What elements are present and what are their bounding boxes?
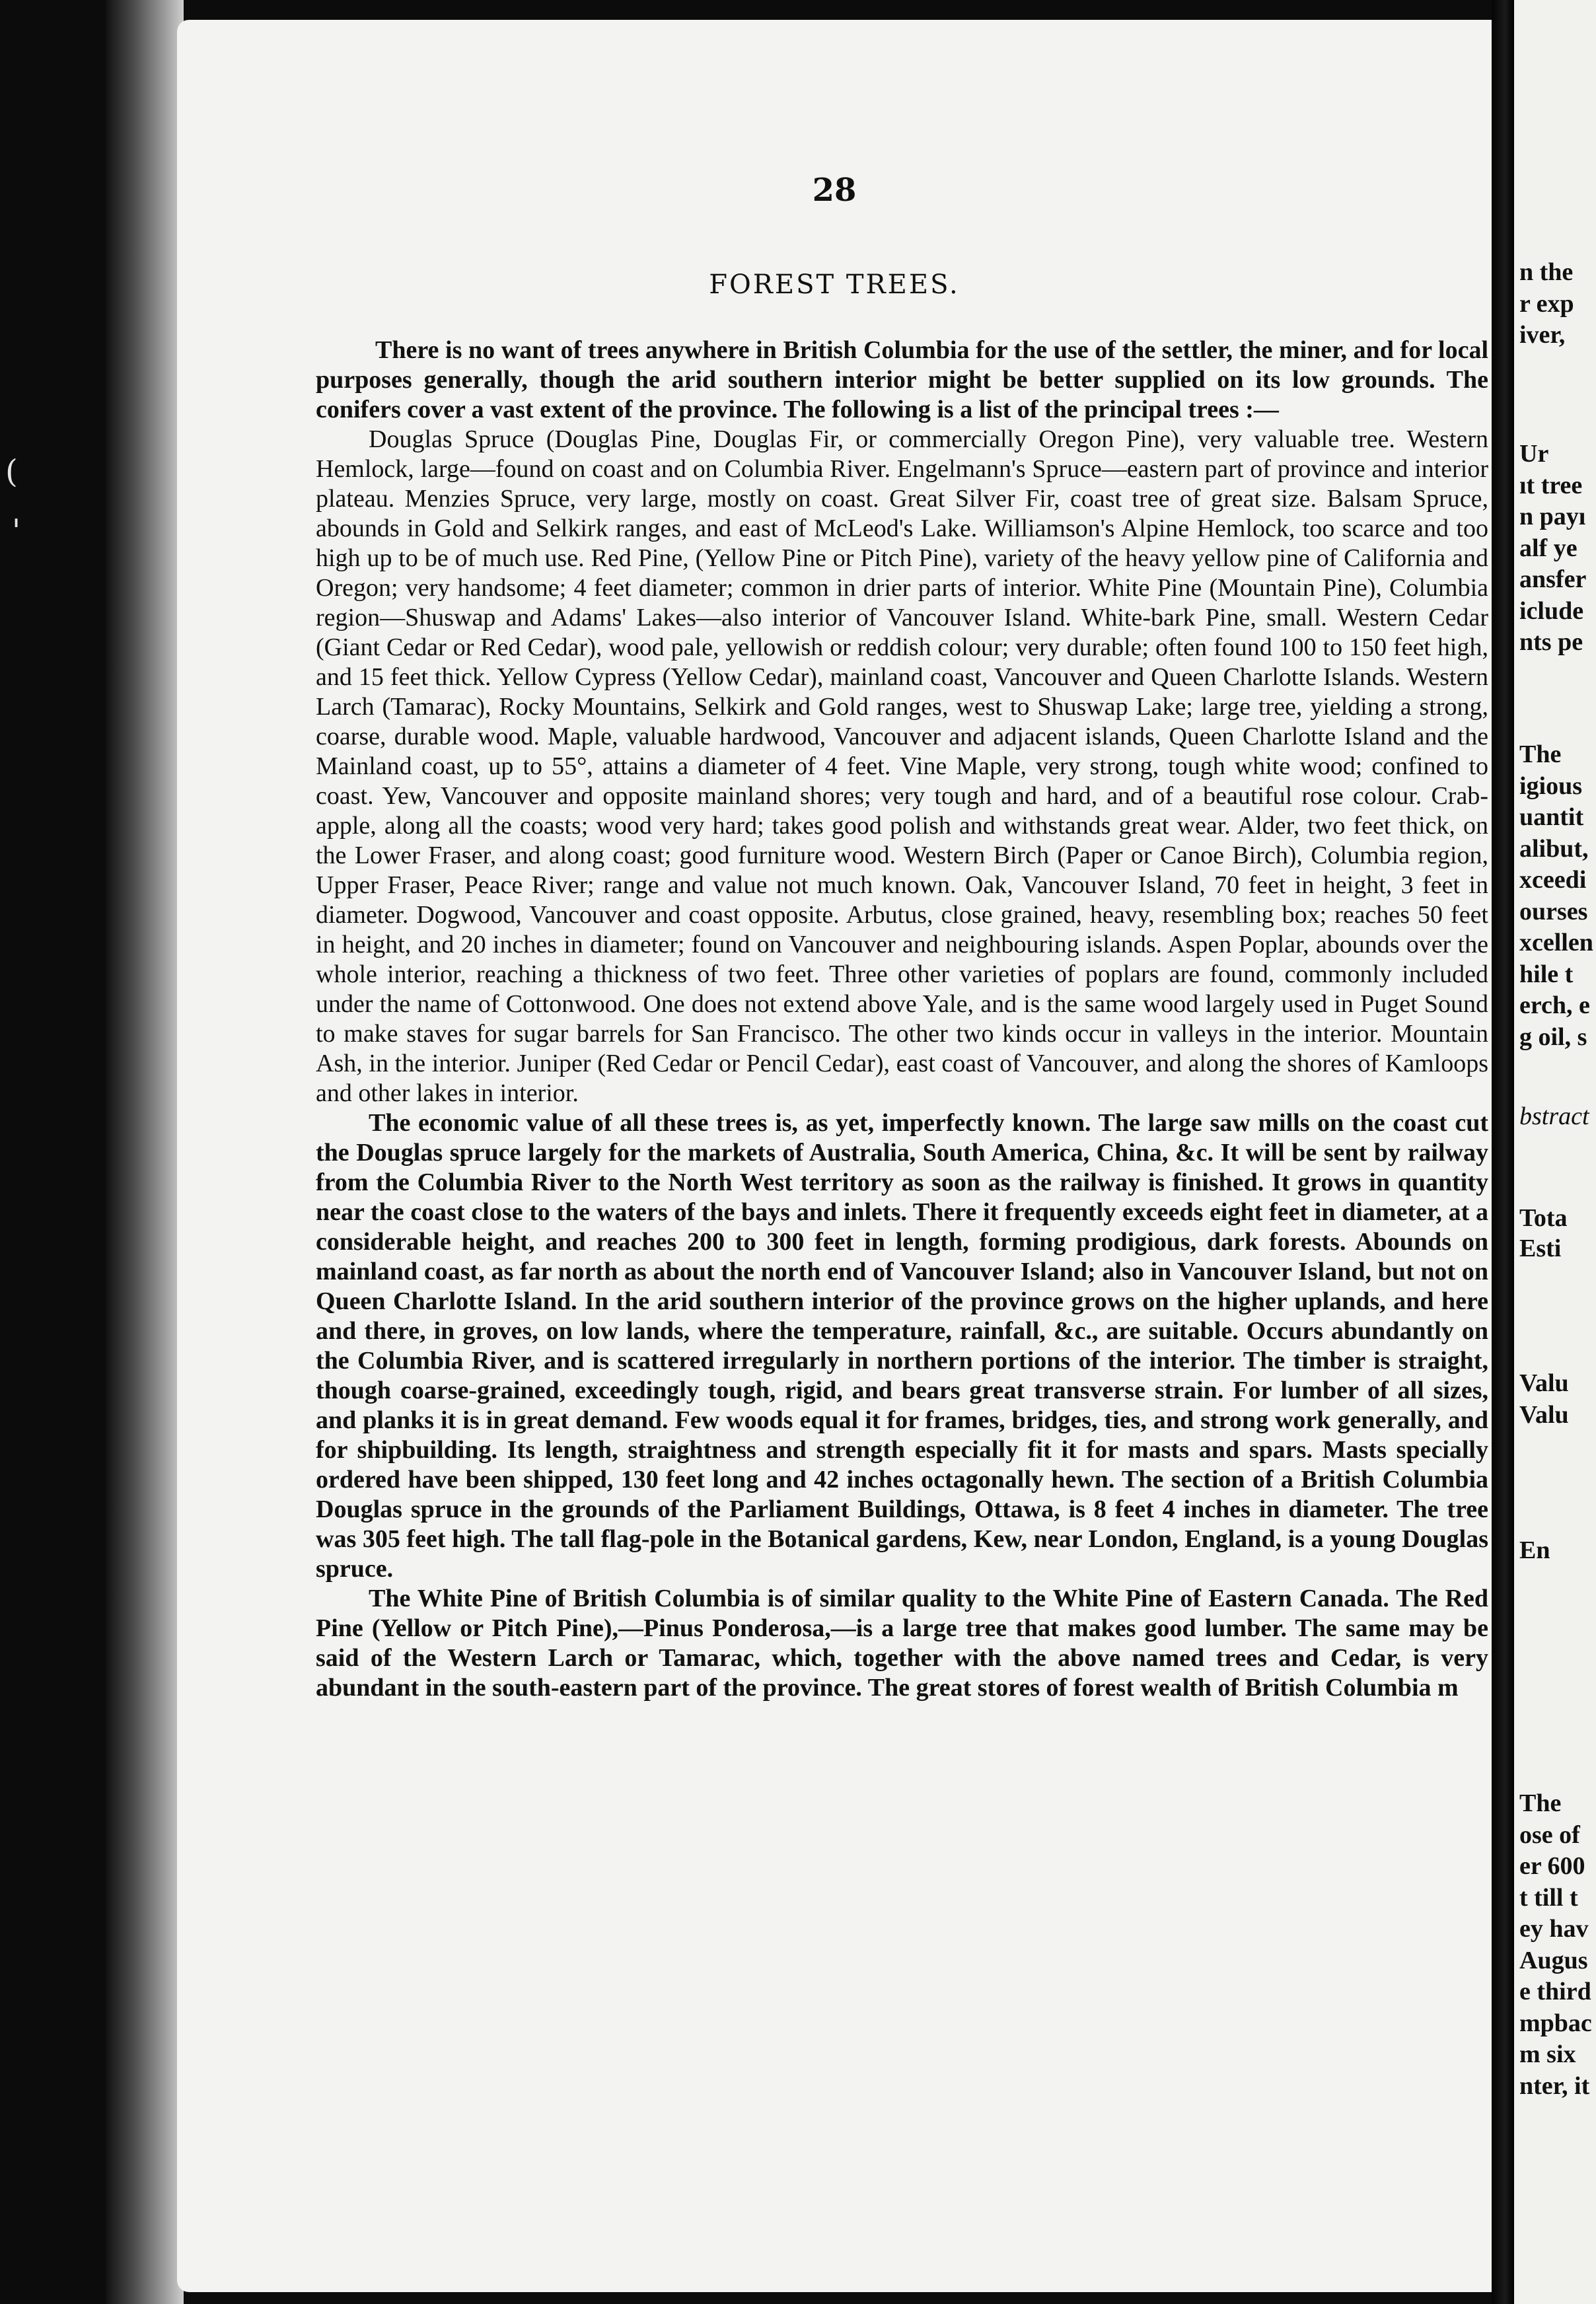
facing-page-fragment: Ur <box>1519 440 1549 468</box>
intro-paragraph: There is no want of trees anywhere in British Columbia for the use of the settler, the miner, and for local purposes generally, though the arid southern interior might be better supplied on its low grounds. The conifers cover a vast extent of the province. The following is a list of the principal trees :— <box>316 336 1488 423</box>
facing-page-fragment: ose of <box>1519 1821 1580 1849</box>
left-page-edge <box>106 0 184 2304</box>
facing-page-fragment: ourses <box>1519 898 1588 925</box>
page-28 <box>177 20 1492 2292</box>
facing-page-fragment: Valu <box>1519 1369 1569 1397</box>
margin-mark: ' <box>12 513 21 550</box>
facing-page-fragment: mpbac <box>1519 2009 1592 2037</box>
facing-page-fragment: r exp <box>1519 290 1574 318</box>
facing-page-fragment: nts pe <box>1519 628 1583 656</box>
facing-page-fragment: erch, e <box>1519 991 1590 1019</box>
facing-page-fragment: ansfer <box>1519 565 1587 593</box>
facing-page-fragment: En <box>1519 1536 1550 1564</box>
facing-page-fragment: g oil, s <box>1519 1023 1587 1051</box>
facing-page-fragment: xceedi <box>1519 866 1587 894</box>
facing-page-fragment: e third <box>1519 1978 1591 2005</box>
facing-page-fragment: alf ye <box>1519 534 1578 562</box>
facing-page-fragment: hile t <box>1519 960 1574 988</box>
book-gutter <box>1492 0 1514 2304</box>
facing-page-fragment: uantit <box>1519 803 1584 831</box>
facing-page-fragment: iver, <box>1519 321 1566 349</box>
facing-page-fragment: ey hav <box>1519 1915 1589 1943</box>
facing-page-fragment: Augus <box>1519 1947 1588 1974</box>
facing-page-fragment: The <box>1519 1789 1562 1817</box>
facing-page-fragment: Tota <box>1519 1204 1568 1232</box>
page-number: 28 <box>812 172 857 209</box>
facing-page-fragment: er 600 <box>1519 1852 1585 1880</box>
facing-page-fragment: Esti <box>1519 1235 1562 1262</box>
facing-page-fragment: bstract <box>1519 1102 1589 1130</box>
facing-page-fragment: iclude <box>1519 597 1584 625</box>
section-title: FOREST TREES. <box>709 270 960 300</box>
margin-mark: ( <box>5 453 18 490</box>
facing-page-fragment: xcellen <box>1519 929 1593 956</box>
facing-page-fragment: m six <box>1519 2040 1576 2068</box>
facing-page-fragment: nter, it <box>1519 2072 1590 2100</box>
tree-list-paragraph: Douglas Spruce (Douglas Pine, Douglas Fir, or commercially Oregon Pine), very valuable tree. Western Hemlock, large—found on coast and on Columbia River. Engelmann's Spruce—eastern part of province and interior plateau. Menzies Spruce, very large, mostly on coast. Great Silver Fir, coast tree of great size. Balsam Spruce, abounds in Gold and Selkirk ranges, and east of McLeod's Lake. Williamson's Alpine Hemlock, too scarce and too high up to be of much use. Red Pine, (Yellow Pine or Pitch Pine), variety of the heavy yellow pine of California and Oregon; very handsome; 4 feet diameter; common in drier parts of interior. White Pine (Mountain Pine), Columbia region—Shuswap and Adams' Lakes—also interior of Vancouver Island. White-bark Pine, small. Western Cedar (Giant Cedar or Red Cedar), wood pale, yellowish or reddish colour; very durable; often found 100 to 150 feet high, and 15 feet thick. Yellow Cypress (Yellow Cedar), mainland coast, Vancouver and Queen Charlotte Islands. Western Larch (Tamarac), Rocky Mountains, Selkirk and Gold ranges, west to Shuswap Lake; large tree, yielding a strong, coarse, durable wood. Maple, valuable hardwood, Vancouver and adjacent islands, Queen Charlotte Island and the Mainland coast, up to 55°, attains a diameter of 4 feet. Vine Maple, very strong, tough white wood; confined to coast. Yew, Vancouver and opposite mainland shores; very tough and hard, and of a beautiful rose colour. Crab-apple, along all the coasts; wood very hard; takes good polish and withstands great wear. Alder, two feet thick, on the Lower Fraser, and along coast; good furniture wood. Western Birch (Paper or Canoe Birch), Columbia region, Upper Fraser, Peace River; range and value not much known. Oak, Vancouver Island, 70 feet in height, 3 feet in diameter. Dogwood, Vancouver and coast opposite. Arbutus, close grained, heavy, resembling box; reaches 50 feet in height, and 20 inches in diameter; found on Vancouver and neighbouring islands. Aspen Poplar, abounds over the whole interior, reaching a thickness of two feet. Three other varieties of poplars are found, commonly included under the name of Cottonwood. One does not extend above Yale, and is the same wood largely used in Puget Sound to make staves for sugar barrels for San Francisco. The other two kinds occur in valleys in the interior. Mountain Ash, in the interior. Juniper (Red Cedar or Pencil Cedar), east coast of Vancouver, and along the shores of Kamloops and other lakes in interior. <box>316 425 1488 1107</box>
facing-page-fragment: alibut, <box>1519 835 1589 863</box>
white-pine-paragraph: The White Pine of British Columbia is of similar quality to the White Pine of Eastern Canada. The Red Pine (Yellow or Pitch Pine),—Pinus Ponderosa,—is a large tree that makes good lumber. The same may be said of the Western Larch or Tamarac, which, together with the above named trees and Cedar, is very abundant in the south-eastern part of the province. The great stores of forest wealth of British Columbia m <box>316 1585 1488 1702</box>
economic-value-paragraph: The economic value of all these trees is, as yet, imperfectly known. The large saw mills on the coast cut the Douglas spruce largely for the markets of Australia, South America, China, &c. It will be sent by railway from the Columbia River to the North West territory as soon as the railway is finished. It grows in quantity near the coast close to the waters of the bays and inlets. There it frequently exceeds eight feet in diameter, at a considerable height, and reaches 200 to 300 feet in length, forming prodigious, dark forests. Abounds on mainland coast, as far north as about the north end of Vancouver Island; also in Vancouver Island, but not on Queen Charlotte Island. In the arid southern interior of the province grows on the higher uplands, and here and there, in groves, on low lands, where the temperature, rainfall, &c., are suitable. Occurs abundantly on the Columbia River, and is scattered irregularly in northern portions of the interior. The timber is straight, though coarse-grained, exceedingly tough, rigid, and bears great transverse strain. For lumber of all sizes, and planks it is in great demand. Few woods equal it for frames, bridges, ties, and strong work generally, and for shipbuilding. Its length, straightness and strength especially fit it for masts and spars. Masts specially ordered have been shipped, 130 feet long and 42 inches octagonally hewn. The section of a British Columbia Douglas spruce in the grounds of the Parliament Buildings, Ottawa, is 8 feet 4 inches in diameter. The tree was 305 feet high. The tall flag-pole in the Botanical gardens, Kew, near London, England, is a young Douglas spruce. <box>316 1109 1488 1583</box>
facing-page-fragment: t till t <box>1519 1884 1578 1912</box>
page-body <box>316 336 1488 2264</box>
facing-page-fragment: Valu <box>1519 1401 1569 1429</box>
facing-page-fragment: n payı <box>1519 503 1586 530</box>
facing-page-fragment: The <box>1519 740 1562 768</box>
facing-page-fragment: n the <box>1519 258 1574 286</box>
facing-page-fragments <box>1519 0 1596 2304</box>
facing-page-fragment: ıt tree <box>1519 472 1583 499</box>
facing-page-fragment: igious <box>1519 772 1583 800</box>
